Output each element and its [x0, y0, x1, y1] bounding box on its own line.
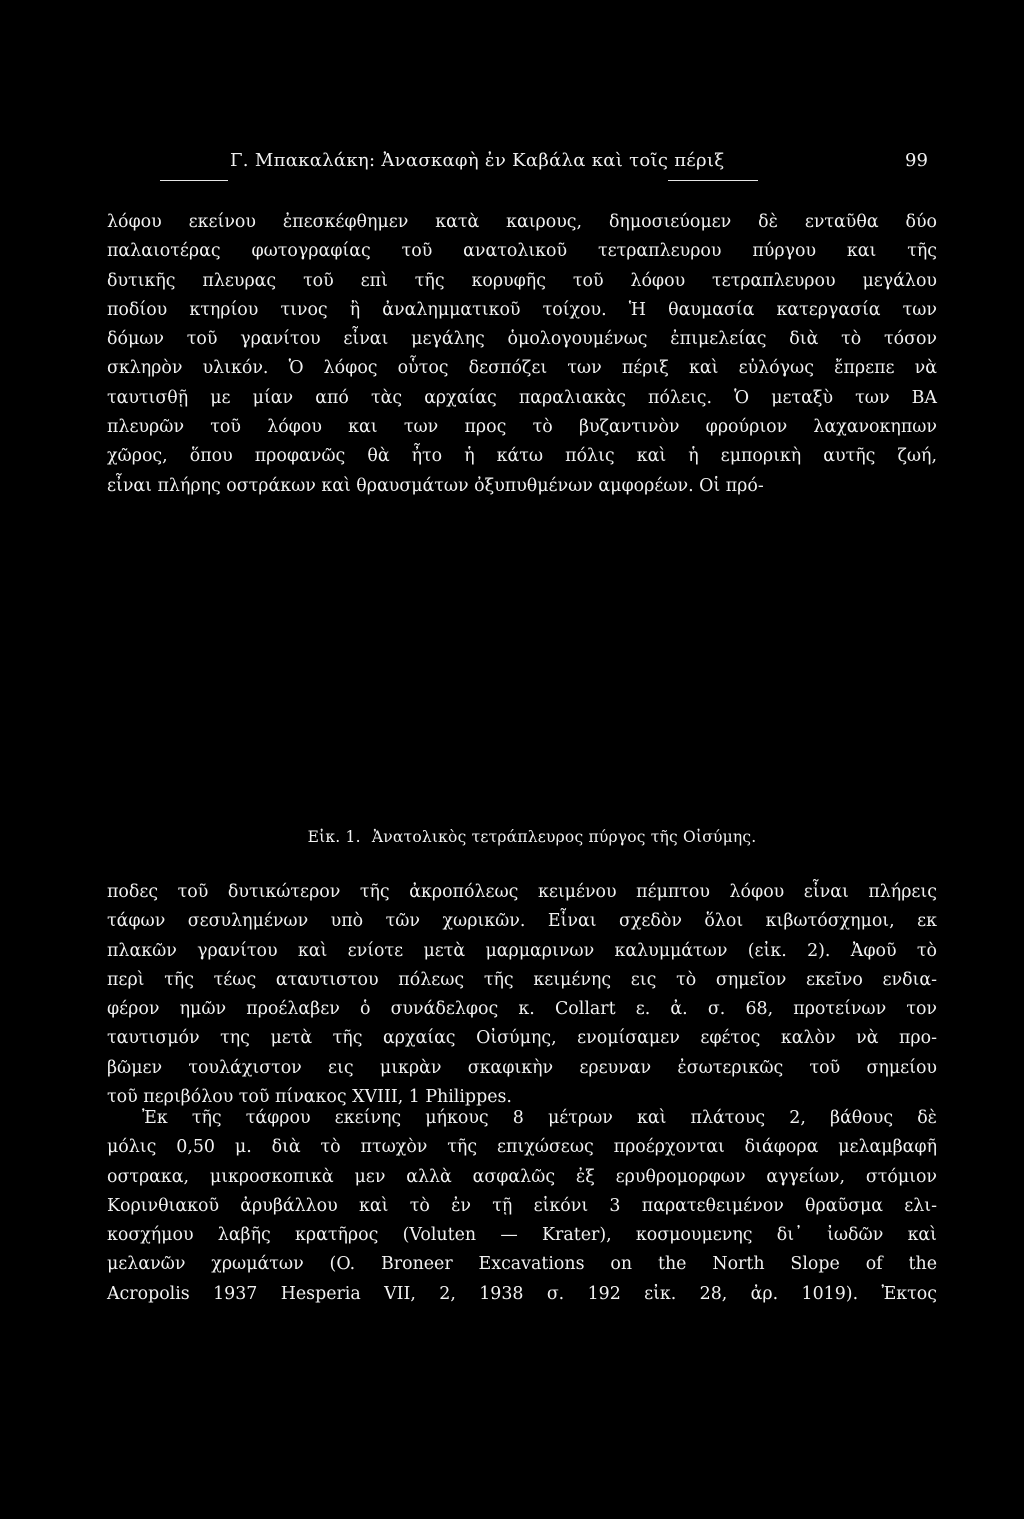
figure-1-image	[107, 500, 937, 820]
text-line: σκληρὸν υλικόν. Ὁ λόφος οὗτος δεσπόζει των πέριξ καὶ εὐλόγως ἔπρεπε νὰ	[107, 358, 937, 379]
text-line: ταυτισθῇ με μίαν από τὰς αρχαίας παραλιακὰς πόλεις. Ὁ μεταξὺ των ΒΑ	[107, 387, 937, 408]
body-paragraph-2	[107, 878, 937, 1112]
text-line: εἶναι πλήρης οστράκων καὶ θραυσμάτων ὀξυπυθμένων αμφορέων. Οἱ πρό-	[107, 475, 764, 496]
text-line: λόφου εκείνου ἐπεσκέφθημεν κατὰ καιρους, δημοσιεύομεν δὲ ενταῦθα δύο	[107, 212, 937, 232]
text-line: τάφων σεσυλημένων υπὸ τῶν χωρικῶν. Εἶναι σχεδὸν ὅλοι κιβωτόσχημοι, εκ	[107, 911, 937, 932]
caption-label: Εἰκ. 1.	[307, 828, 361, 846]
page-number: 99	[905, 150, 928, 171]
figure-caption	[0, 828, 1024, 846]
caption-text: Ἀνατολικὸς τετράπλευρος πύργος τῆς Οἰσύμης.	[371, 828, 757, 846]
text-line: ποδες τοῦ δυτικώτερον τῆς ἀκροπόλεως κειμένου πέμπτου λόφου εἶναι πλήρεις	[107, 882, 937, 902]
text-line: βῶμεν τουλάχιστον εις μικρὰν σκαφικὴν ερευναν ἐσωτερικῶς τοῦ σημείου	[107, 1057, 937, 1078]
text-line: Κορινθιακοῦ ἀρυβάλλου καὶ τὸ ἐν τῇ εἰκόνι 3 παρατεθειμένον θραῦσμα ελι-	[107, 1195, 937, 1216]
body-paragraph-1	[107, 208, 937, 501]
text-line: πλακῶν γρανίτου καὶ ενίοτε μετὰ μαρμαρινων καλυμμάτων (εἰκ. 2). Ἀφοῦ τὸ	[107, 940, 937, 961]
header-rule-right	[668, 180, 758, 181]
body-paragraph-3	[107, 1104, 937, 1309]
text-line: κοσχήμου λαβῆς κρατῆρος (Voluten — Krater), κοσμουμενης δι᾽ ἰωδῶν καὶ	[107, 1225, 937, 1246]
running-header	[0, 150, 1024, 180]
text-line: ποδίου κτηρίου τινος ἢ ἀναλημματικοῦ τοίχου. Ἡ θαυμασία κατεργασία των	[107, 299, 937, 320]
text-line: οστρακα, μικροσκοπικὰ μεν αλλὰ ασφαλῶς ἐξ ερυθρομορφων αγγείων, στόμιον	[107, 1166, 937, 1187]
text-line: πλευρῶν τοῦ λόφου και των προς τὸ βυζαντινὸν φρούριον λαχανοκηπων	[107, 417, 937, 438]
running-title: Γ. Μπακαλάκη: Ἀνασκαφὴ ἐν Καβάλα καὶ τοῖς πέριξ	[230, 150, 725, 171]
header-rule-left	[160, 180, 228, 181]
text-line: Acropolis 1937 Hesperia VII, 2, 1938 σ. 192 εἰκ. 28, ἀρ. 1019). Ἐκτος	[107, 1283, 937, 1304]
text-line: Ἐκ τῆς τάφρου εκείνης μήκους 8 μέτρων καὶ πλάτους 2, βάθους δὲ	[142, 1108, 937, 1128]
text-line: χῶρος, ὅπου προφανῶς θὰ ἦτο ἡ κάτω πόλις καὶ ἡ εμπορικὴ αυτῆς ζωή,	[107, 446, 937, 467]
text-line: μόλις 0,50 μ. διὰ τὸ πτωχὸν τῆς επιχώσεως προέρχονται διάφορα μελαμβαφῆ	[107, 1137, 937, 1158]
text-line: δυτικῆς πλευρας τοῦ επὶ τῆς κορυφῆς τοῦ λόφου τετραπλευρου μεγάλου	[107, 270, 937, 291]
text-line: δόμων τοῦ γρανίτου εἶναι μεγάλης ὁμολογουμένως ἐπιμελείας διὰ τὸ τόσον	[107, 329, 937, 350]
text-line: τοῦ περιβόλου τοῦ πίνακος XVIII, 1 Philippes.	[107, 1087, 512, 1108]
text-line: ταυτισμόν της μετὰ τῆς αρχαίας Οἰσύμης, ενομίσαμεν εφέτος καλὸν νὰ προ-	[107, 1028, 937, 1049]
text-line: περὶ τῆς τέως αταυτιστου πόλεως τῆς κειμένης εις τὸ σημεῖον εκεῖνο ενδια-	[107, 969, 937, 990]
text-line: φέρον ημῶν προέλαβεν ὁ συνάδελφος κ. Collart ε. ἀ. σ. 68, προτείνων τον	[107, 999, 937, 1020]
text-line: μελανῶν χρωμάτων (O. Broneer Excavations on the North Slope of the	[107, 1254, 937, 1275]
text-line: παλαιοτέρας φωτογραφίας τοῦ ανατολικοῦ τετραπλευρου πύργου και τῆς	[107, 241, 937, 262]
